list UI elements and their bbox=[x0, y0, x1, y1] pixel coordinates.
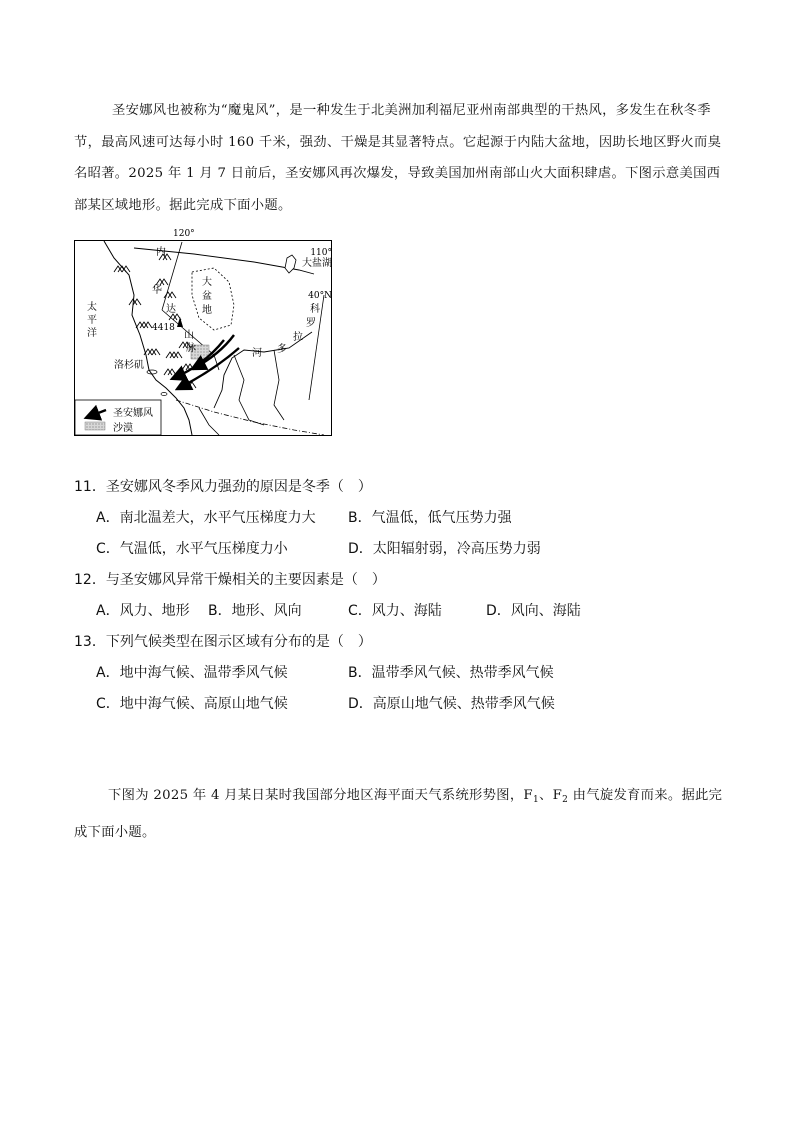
q12-option-a[interactable]: A．风力、地形 bbox=[96, 603, 190, 619]
q12-option-d[interactable]: D．风向、海陆 bbox=[486, 603, 581, 619]
lon-120-label: 120° bbox=[173, 229, 195, 239]
q13-option-c[interactable]: C．地中海气候、高原山地气候 bbox=[96, 696, 288, 712]
lon-110-label: 110° bbox=[310, 248, 332, 258]
pacific-label-3: 洋 bbox=[87, 328, 97, 339]
q11-option-c[interactable]: C．气温低，水平气压梯度力小 bbox=[96, 541, 288, 557]
question-12: 12．与圣安娜风异常干燥相关的主要因素是（ ） bbox=[74, 572, 386, 588]
question-13: 13．下列气候类型在图示区域有分布的是（ ） bbox=[74, 634, 372, 650]
nevada-label-5: 脉 bbox=[186, 343, 196, 354]
pacific-label-2: 平 bbox=[87, 315, 97, 326]
great-basin-label-2: 盆 bbox=[202, 291, 212, 302]
terrain-map-svg bbox=[74, 229, 332, 436]
peak-elevation-label: 4418 bbox=[152, 323, 175, 333]
colorado-label-5: 河 bbox=[252, 348, 262, 359]
intro2-sub-1: 1 bbox=[532, 795, 539, 805]
q11-option-b[interactable]: B．气温低，低气压势力强 bbox=[348, 510, 512, 526]
intro-paragraph-1 bbox=[74, 95, 724, 221]
q13-option-b[interactable]: B．温带季风气候、热带季风气候 bbox=[348, 665, 554, 681]
pacific-label-1: 太 bbox=[87, 302, 97, 313]
colorado-label-4: 多 bbox=[277, 344, 287, 355]
great-salt-lake-label: 大盐湖 bbox=[302, 258, 332, 269]
q11-option-a[interactable]: A．南北温差大，水平气压梯度力大 bbox=[96, 510, 316, 526]
nevada-label-2: 华 bbox=[152, 285, 162, 296]
q11-option-d[interactable]: D．太阳辐射弱，冷高压势力弱 bbox=[348, 541, 541, 557]
intro-text-1: 圣安娜风也被称为“魔鬼风”，是一种发生于北美洲加利福尼亚州南部典型的干热风，多发生在秋冬季节，最高风速可达每小时 160 千米，强劲、干燥是其显著特点。它起源于内陆大盆地，因助长地区野火而臭名昭著。2025 年 1 月 7 日前后，圣安娜风再次爆发，导致美国加州南部山火大面积肆虐。下图示意美国西部某区域地形。据此完成下面小题。 bbox=[74, 103, 722, 213]
colorado-label-3: 拉 bbox=[293, 332, 303, 343]
intro2-text-part1: 下图为 2025 年 4 月某日某时我国部分地区海平面天气系统形势图，F bbox=[108, 788, 533, 803]
legend-wind-label: 圣安娜风 bbox=[113, 408, 153, 419]
intro2-text-part2: 、F bbox=[538, 788, 563, 803]
nevada-label-3: 达 bbox=[166, 304, 176, 315]
colorado-label-1: 科 bbox=[310, 304, 320, 315]
q12-option-c[interactable]: C．风力、海陆 bbox=[348, 603, 442, 619]
colorado-label-2: 罗 bbox=[306, 318, 316, 329]
terrain-map bbox=[74, 229, 332, 436]
los-angeles-label: 洛杉矶 bbox=[114, 360, 144, 371]
legend-desert-label: 沙漠 bbox=[113, 423, 133, 434]
lat-40-label: 40°N bbox=[308, 291, 332, 301]
intro2-sub-2: 2 bbox=[562, 795, 569, 805]
intro-paragraph-2 bbox=[74, 780, 724, 848]
question-11: 11．圣安娜风冬季风力强劲的原因是冬季（ ） bbox=[74, 479, 372, 495]
q13-option-d[interactable]: D．高原山地气候、热带季风气候 bbox=[348, 696, 555, 712]
nevada-label-4: 山 bbox=[184, 330, 194, 341]
legend-desert-swatch bbox=[85, 422, 105, 430]
great-basin-label-3: 地 bbox=[202, 305, 212, 316]
great-basin-label-1: 大 bbox=[202, 277, 212, 288]
intro2-text-part3: 由气旋发育而来。据此完成下面小题。 bbox=[74, 788, 723, 840]
q13-option-a[interactable]: A．地中海气候、温带季风气候 bbox=[96, 665, 288, 681]
q12-option-b[interactable]: B．地形、风向 bbox=[208, 603, 302, 619]
nevada-label-1: 内 bbox=[156, 247, 166, 258]
